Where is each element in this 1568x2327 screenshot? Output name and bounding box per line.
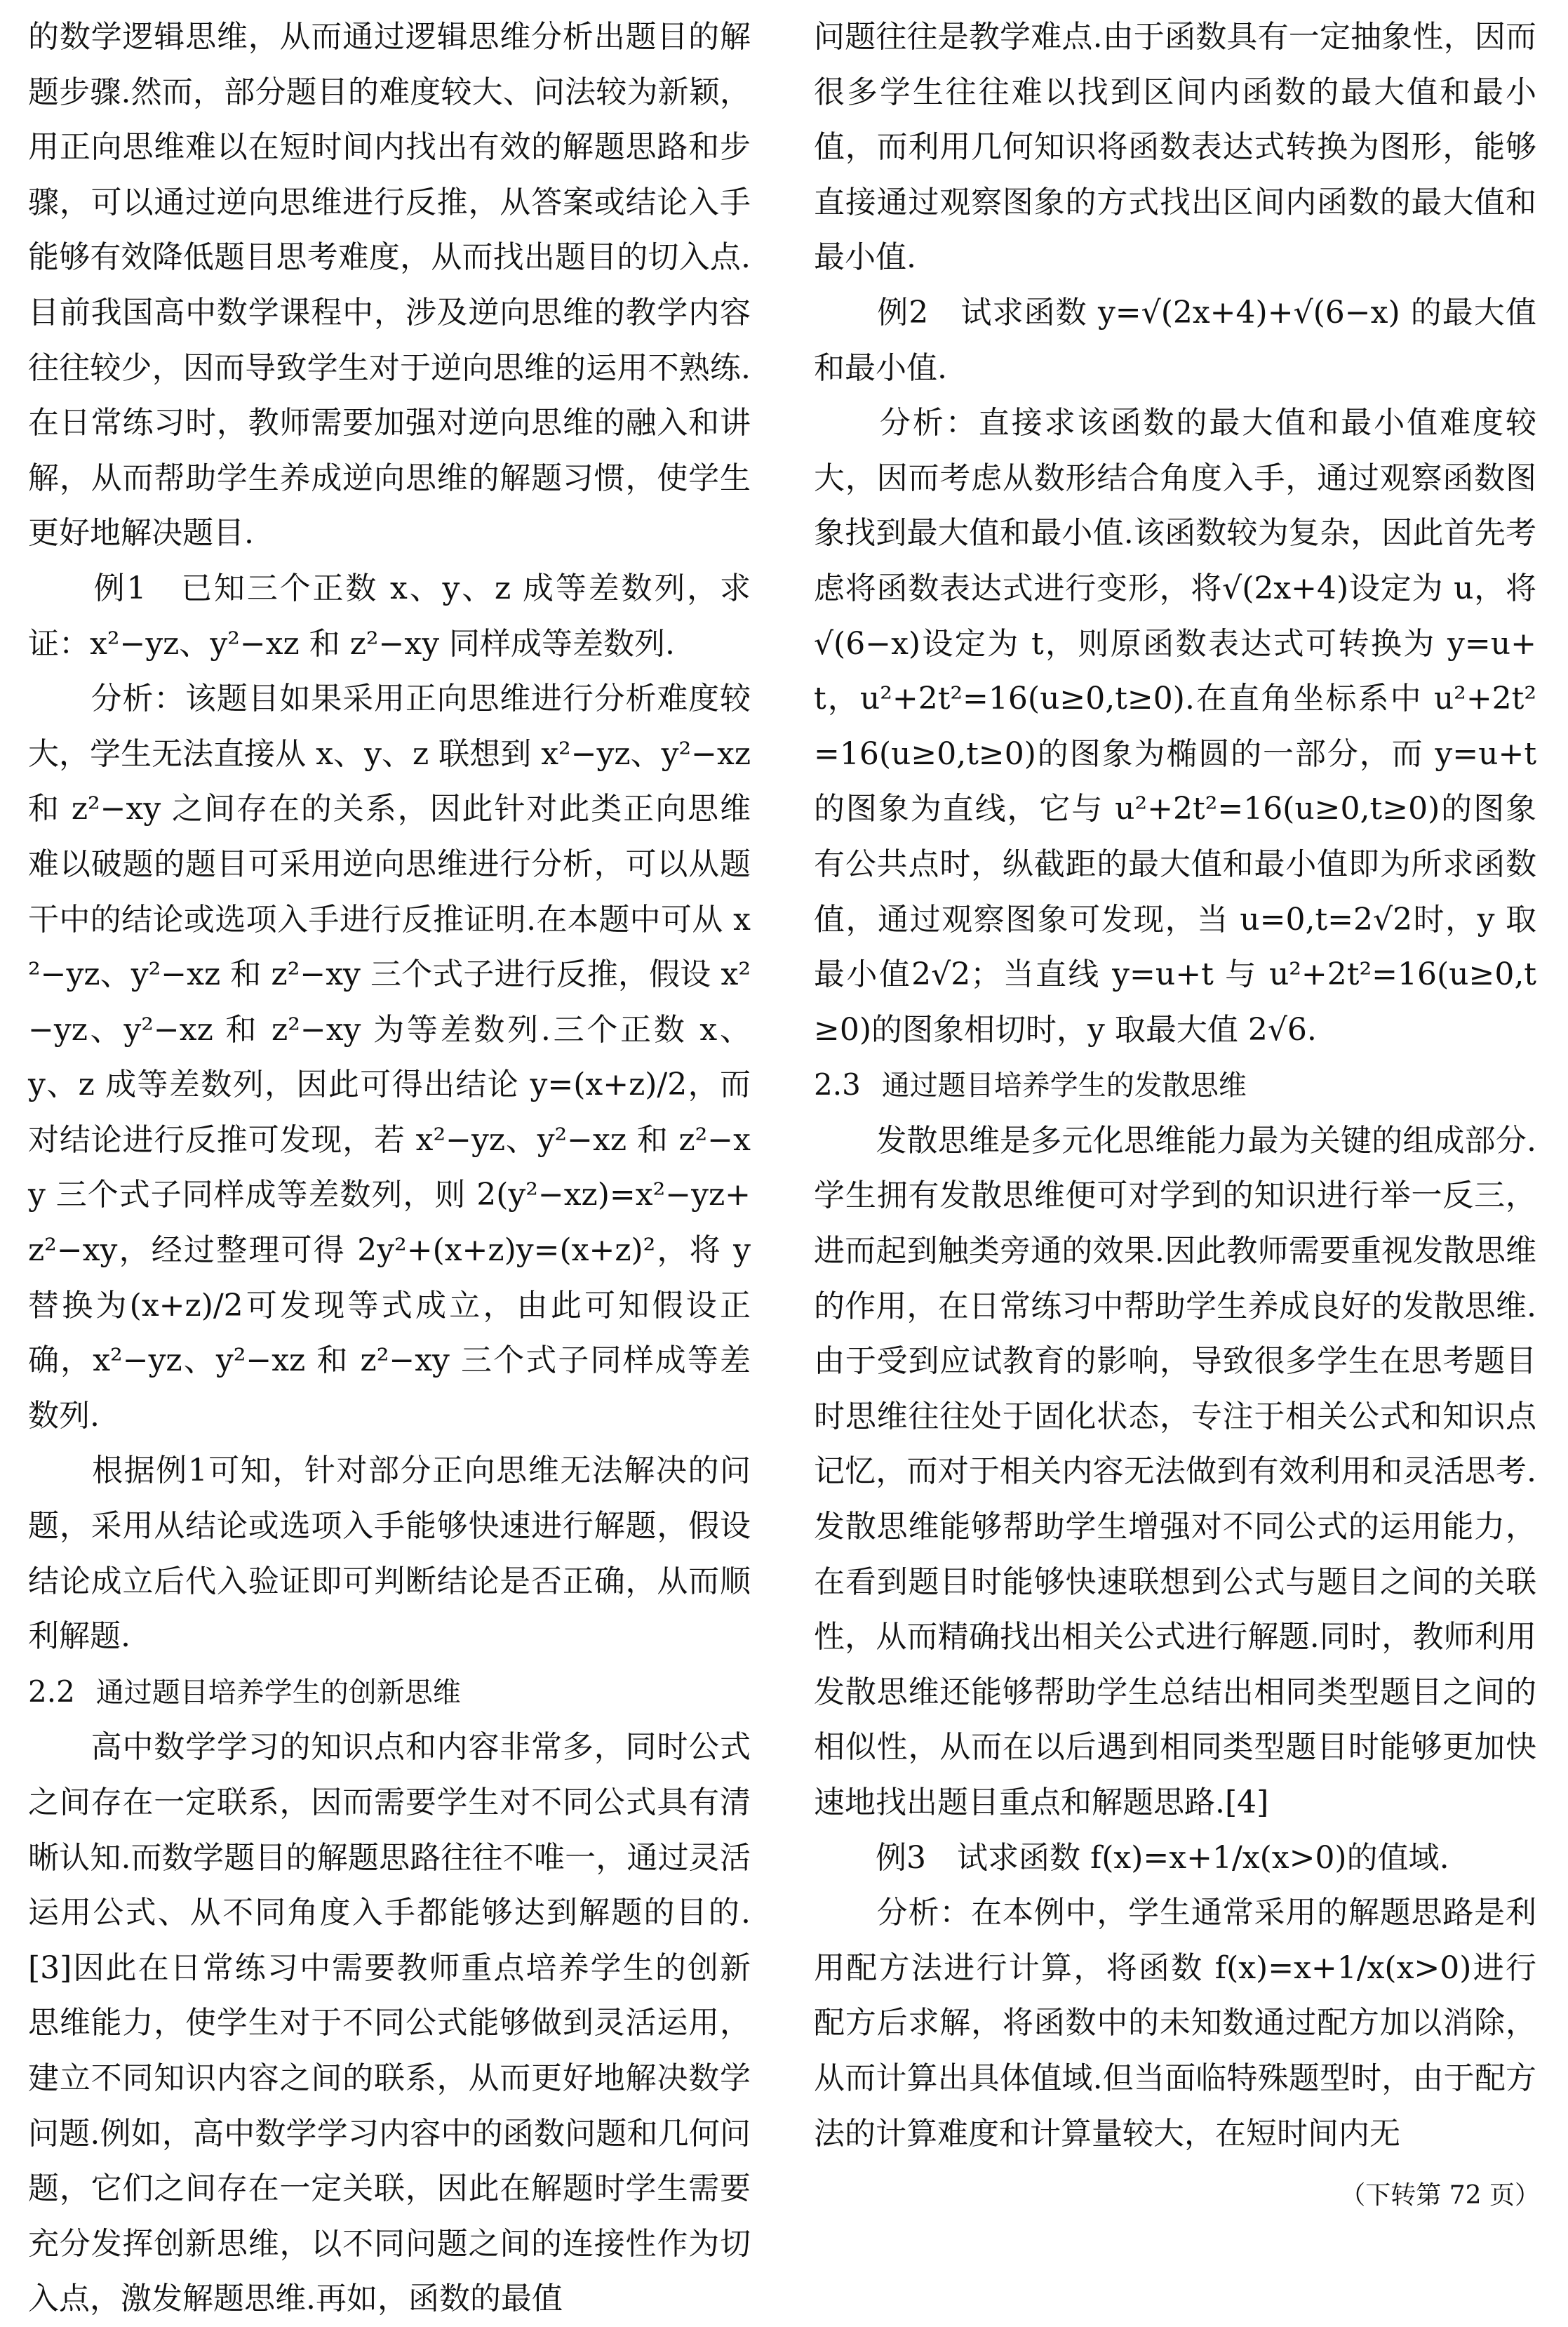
section-heading-2-2 bbox=[28, 1665, 751, 1721]
example-3-statement: 例3 试求函数 f(x)=x+1/x(x>0)的值域. bbox=[814, 1839, 1449, 1876]
example-2-statement: 例2 试求函数 y=√(2x+4)+√(6−x) 的最大值和最小值. bbox=[814, 294, 1536, 386]
example-1-analysis: 分析：该题目如果采用正向思维进行分析难度较大，学生无法直接从 x、y、z 联想到 x²−yz、y²−xz 和 z²−xy 之间存在的关系，因此针对此类正向思维难以破题的题目可采用逆向思维进行分析，可以从题干中的结论或选项入手进行反推证明.在本题中可从 x²−yz、y²−xz 和 z²−xy 三个式子进行反推，假设 x²−yz、y²−xz 和 z²−xy 为等差数列.三个正数 x、y、z 成等差数列，因此可得出结论 y=(x+z)/2，而对结论进行反推可发现，若 x²−yz、y²−xz 和 z²−xy 三个式子同样成等差数列，则 2(y²−xz)=x²−yz+z²−xy，经过整理可得 2y²+(x+z)y=(x+z)²，将 y 替换为(x+z)/2可发现等式成立，由此可知假设正确，x²−yz、y²−xz 和 z²−xy 三个式子同样成等差数列. bbox=[28, 681, 760, 1434]
body-paragraph: 高中数学学习的知识点和内容非常多，同时公式之间存在一定联系，因而需要学生对不同公式具有清晰认知.而数学题目的解题思路往往不唯一，通过灵活运用公式、从不同角度入手都能够达到解题的目的.[3]因此在日常练习中需要教师重点培养学生的创新思维能力，使学生对于不同公式能够做到灵活运用，建立不同知识内容之间的联系，从而更好地解决数学问题.例如，高中数学学习内容中的函数问题和几何问题，它们之间存在一定关联，因此在解题时学生需要充分发挥创新思维，以不同问题之间的连接性作为切入点，激发解题思维.再如，函数的最值 bbox=[28, 1729, 751, 2317]
section-number: 2.3 bbox=[814, 1067, 861, 1102]
section-heading-2-3 bbox=[814, 1058, 1536, 1114]
continued-note: （下转第 72 页） bbox=[1340, 2181, 1540, 2210]
section-title: 通过题目培养学生的创新思维 bbox=[95, 1676, 461, 1709]
example-1-statement: 例1 已知三个正数 x、y、z 成等差数列，求证：x²−yz、y²−xz 和 z²−xy 同样成等差数列. bbox=[28, 570, 751, 662]
example-2-analysis: 分析：直接求该函数的最大值和最小值难度较大，因而考虑从数形结合角度入手，通过观察函数图象找到最大值和最小值.该函数较为复杂，因此首先考虑将函数表达式进行变形，将√(2x+4)设定为 u，将√(6−x)设定为 t，则原函数表达式可转换为 y=u+t，u²+2t²=16(u≥0,t≥0).在直角坐标系中 u²+2t²=16(u≥0,t≥0)的图象为椭圆的一部分，而 y=u+t 的图象为直线，它与 u²+2t²=16(u≥0,t≥0)的图象有公共点时，纵截距的最大值和最小值即为所求函数值，通过观察图象可发现，当 u=0,t=2√2时，y 取最小值2√2；当直线 y=u+t 与 u²+2t²=16(u≥0,t≥0)的图象相切时，y 取最大值 2√6. bbox=[814, 405, 1546, 1048]
body-paragraph: 的数学逻辑思维，从而通过逻辑思维分析出题目的解题步骤.然而，部分题目的难度较大、问法较为新颖，用正向思维难以在短时间内找出有效的解题思路和步骤，可以通过逆向思维进行反推，从答案或结论入手能够有效降低题目思考难度，从而找出题目的切入点.目前我国高中数学课程中，涉及逆向思维的教学内容往往较少，因而导致学生对于逆向思维的运用不熟练.在日常练习时，教师需要加强对逆向思维的融入和讲解，从而帮助学生养成逆向思维的解题习惯，使学生更好地解决题目. bbox=[28, 19, 751, 552]
section-title: 通过题目培养学生的发散思维 bbox=[881, 1069, 1247, 1102]
example-3-analysis: 分析：在本例中，学生通常采用的解题思路是利用配方法进行计算，将函数 f(x)=x+1/x(x>0)进行配方后求解，将函数中的未知数通过配方加以消除，从而计算出具体值域.但当面临特殊题型时，由于配方法的计算难度和计算量较大，在短时间内无 bbox=[814, 1895, 1536, 2152]
body-paragraph: 问题往往是教学难点.由于函数具有一定抽象性，因而很多学生往往难以找到区间内函数的最大值和最小值，而利用几何知识将函数表达式转换为图形，能够直接通过观察图象的方式找出区间内函数的最大值和最小值. bbox=[814, 19, 1536, 276]
right-column bbox=[814, 10, 1546, 2161]
section-number: 2.2 bbox=[28, 1674, 75, 1709]
left-column bbox=[28, 10, 760, 2327]
body-paragraph: 发散思维是多元化思维能力最为关键的组成部分.学生拥有发散思维便可对学到的知识进行举一反三，进而起到触类旁通的效果.因此教师需要重视发散思维的作用，在日常练习中帮助学生养成良好的发散思维.由于受到应试教育的影响，导致很多学生在思考题目时思维往往处于固化状态，专注于相关公式和知识点记忆，而对于相关内容无法做到有效利用和灵活思考.发散思维能够帮助学生增强对不同公式的运用能力，在看到题目时能够快速联想到公式与题目之间的关联性，从而精确找出相关公式进行解题.同时，教师利用发散思维还能够帮助学生总结出相同类型题目之间的相似性，从而在以后遇到相同类型题目时能够更加快速地找出题目重点和解题思路.[4] bbox=[814, 1122, 1536, 1820]
example-1-summary: 根据例1可知，针对部分正向思维无法解决的问题，采用从结论或选项入手能够快速进行解题，假设结论成立后代入验证即可判断结论是否正确，从而顺利解题. bbox=[28, 1453, 751, 1655]
